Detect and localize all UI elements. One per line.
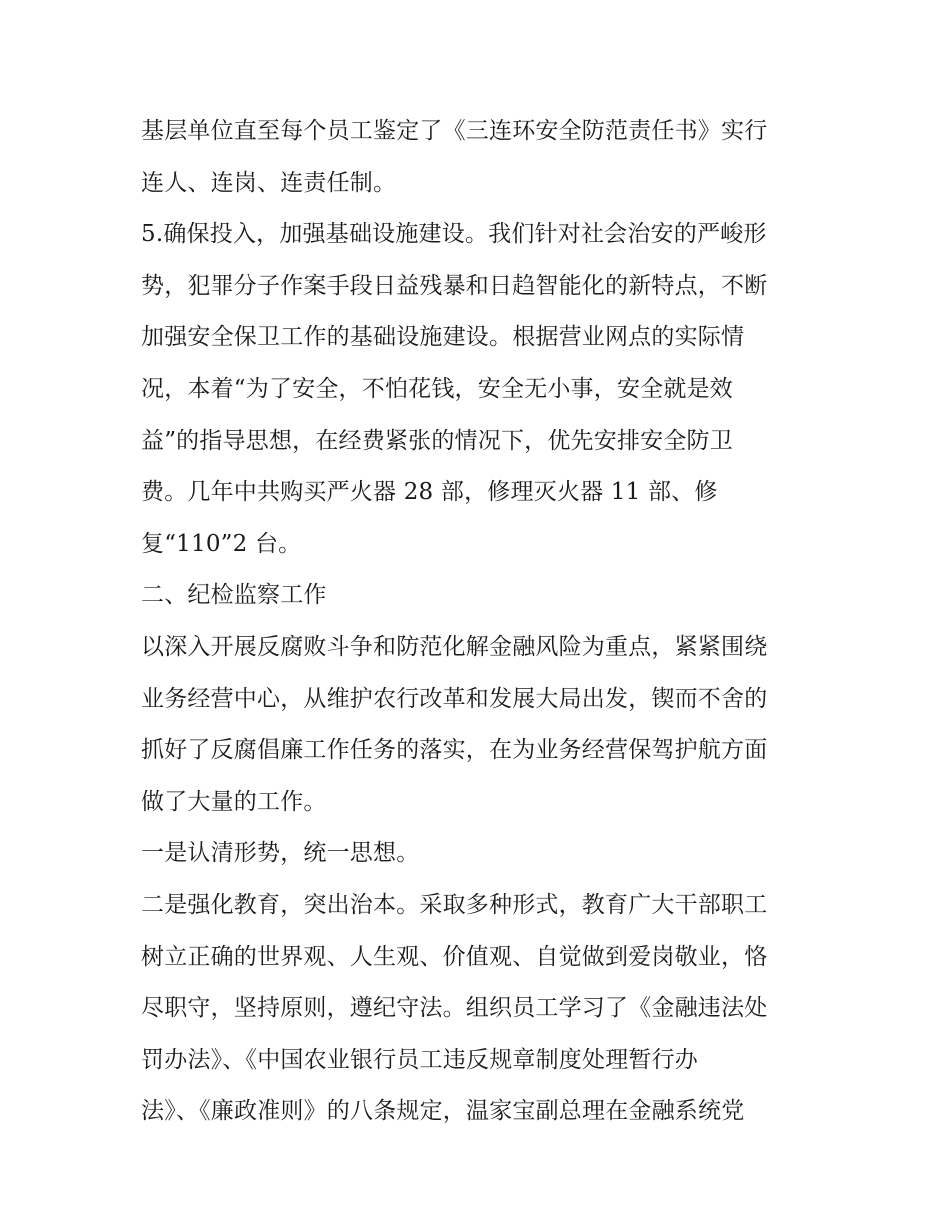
text-line: 二是强化教育，突出治本。采取多种形式，教育广大干部职工 xyxy=(141,891,768,918)
text-line: 抓好了反腐倡廉工作任务的落实，在为业务经营保驾护航方面 xyxy=(141,737,768,764)
text-line: 势，犯罪分子作案手段日益残暴和日趋智能化的新特点，不断 xyxy=(141,272,768,299)
text-line: 树立正确的世界观、人生观、价值观、自觉做到爱岗敬业，恪 xyxy=(141,943,768,970)
text-line: 复“110”2 台。 xyxy=(141,530,302,557)
text-line: 业务经营中心，从维护农行改革和发展大局出发，锲而不舍的 xyxy=(141,685,768,712)
document-body xyxy=(141,106,821,1138)
text-line: 况，本着“为了安全，不怕花钱，安全无小事，安全就是效 xyxy=(141,375,733,402)
text-line: 以深入开展反腐败斗争和防范化解金融风险为重点，紧紧围绕 xyxy=(141,633,768,660)
text-line: 尽职守，坚持原则，遵纪守法。组织员工学习了《金融违法处 xyxy=(141,995,768,1022)
text-line: 罚办法》、《中国农业银行员工违反规章制度处理暂行办 xyxy=(141,1046,698,1073)
text-line: 一是认清形势，统一思想。 xyxy=(141,840,420,867)
text-line: 法》、《廉政准则》的八条规定，温家宝副总理在金融系统党 xyxy=(141,1098,745,1125)
text-line: 益”的指导思想，在经费紧张的情况下，优先安排安全防卫 xyxy=(141,427,733,454)
text-line: 加强安全保卫工作的基础设施建设。根据营业网点的实际情 xyxy=(141,324,745,351)
text-line: 做了大量的工作。 xyxy=(141,788,327,815)
text-line: 费。几年中共购买严火器 28 部，修理灭火器 11 部、修 xyxy=(141,479,718,506)
text-line: 连人、连岗、连责任制。 xyxy=(141,169,397,196)
section-heading: 二、纪检监察工作 xyxy=(141,582,327,609)
text-line: 5.确保投入，加强基础设施建设。我们针对社会治安的严峻形 xyxy=(141,221,767,248)
text-line: 基层单位直至每个员工鉴定了《三连环安全防范责任书》实行 xyxy=(141,118,768,144)
